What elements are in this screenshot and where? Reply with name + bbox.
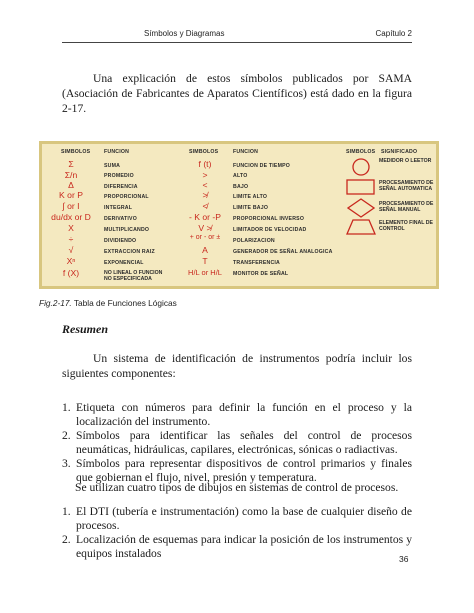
symbol-high: > xyxy=(202,170,208,180)
symbol-low: < xyxy=(202,180,208,190)
functions-table-figure xyxy=(39,141,439,289)
list-item xyxy=(62,505,412,533)
list-text: Símbolos para representar dispositivos de control primarios y finales que gobiernan el flujo, nivel, presión y temperatura. xyxy=(76,457,412,484)
section-heading: Resumen xyxy=(62,322,109,336)
symbol-velocity-limiter: V ≯ xyxy=(198,223,212,233)
symbol-derivative: du/dx or D xyxy=(51,212,91,222)
function-label: INTEGRAL xyxy=(104,205,133,211)
diamond-icon xyxy=(347,198,375,218)
meaning-label: PROCESAMIENTO DE SEÑAL AUTOMATICA xyxy=(379,180,434,192)
summary-paragraph: Un sistema de identificación de instrumentos podría incluir los siguientes componentes: xyxy=(62,352,412,380)
symbol-inverse-proportional: - K or -P xyxy=(189,212,221,222)
symbol-sum: Σ xyxy=(68,159,74,169)
drawings-list xyxy=(62,505,412,561)
function-label: DIFERENCIA xyxy=(104,184,138,190)
col-header-function-1: FUNCION xyxy=(104,149,130,155)
rectangle-icon xyxy=(345,177,377,197)
function-label: EXTRACCION RAIZ xyxy=(104,249,155,255)
symbol-multiply: X xyxy=(68,223,74,233)
list-text: El DTI (tubería e instrumentación) como la base de cualquier diseño de procesos. xyxy=(76,505,412,532)
list-item xyxy=(62,429,412,457)
symbol-root: √ xyxy=(68,245,74,255)
function-label: DERIVATIVO xyxy=(104,216,137,222)
symbol-bias: + or - or ± xyxy=(189,234,221,241)
col-header-symbols-3: SIMBOLOS xyxy=(346,149,376,155)
header-chapter: Capítulo 2 xyxy=(375,29,412,38)
list-number: 2. xyxy=(62,533,71,546)
symbol-average: Σ/n xyxy=(64,170,78,180)
table-body xyxy=(42,144,436,286)
function-label: FUNCION DE TIEMPO xyxy=(233,163,291,169)
list-item xyxy=(62,401,412,429)
symbol-time-function: f (t) xyxy=(198,159,212,169)
figure-label: Fig.2-17. xyxy=(39,298,72,308)
figure-caption xyxy=(39,298,177,308)
symbol-exponential: Xⁿ xyxy=(66,256,76,266)
meaning-label: ELEMENTO FINAL DE CONTROL xyxy=(379,220,433,232)
symbol-high-limit: ≯ xyxy=(202,190,208,200)
symbol-nonlinear: f (X) xyxy=(62,268,80,278)
function-label: MULTIPLICANDO xyxy=(104,227,150,233)
function-label: GENERADOR DE SEÑAL ANALOGICA xyxy=(233,249,333,255)
function-label: DIVIDIENDO xyxy=(104,238,137,244)
intro-paragraph: Una explicación de estos símbolos publicados por SAMA (Asociación de Fabricantes de Aparatos Científicos) está dado en la figura 2-17. xyxy=(62,72,412,115)
symbol-integral: ∫ or I xyxy=(62,201,80,211)
symbol-transfer: T xyxy=(202,256,208,266)
header-title: Símbolos y Diagramas xyxy=(144,29,225,38)
function-label: LIMITADOR DE VELOCIDAD xyxy=(233,227,307,233)
list-number: 2. xyxy=(62,429,71,442)
function-label: PROPORCIONAL INVERSO xyxy=(233,216,305,222)
meaning-label: PROCESAMIENTO DE SEÑAL MANUAL xyxy=(379,201,434,213)
function-label: POLARIZACION xyxy=(233,238,275,244)
list-number: 1. xyxy=(62,401,71,414)
drawings-paragraph: Se utilizan cuatro tipos de dibujos en sistemas de control de procesos. xyxy=(75,481,399,494)
list-text: Etiqueta con números para definir la función en el proceso y la localización del instrumento. xyxy=(76,401,412,428)
function-label: EXPONENCIAL xyxy=(104,260,144,266)
symbol-divide: ÷ xyxy=(68,234,74,244)
list-text: Símbolos para identificar las señales del control de procesos neumáticas, hidráulicas, capilares, electrónicas, sónicas o radiactivas. xyxy=(76,429,412,456)
list-item xyxy=(62,533,412,561)
col-header-function-2: FUNCION xyxy=(233,149,259,155)
function-label: LIMITE ALTO xyxy=(233,194,268,200)
running-header xyxy=(62,26,412,40)
function-label: ALTO xyxy=(233,173,248,179)
symbol-difference: Δ xyxy=(68,180,74,190)
header-rule xyxy=(62,42,412,43)
function-label: LIMITE BAJO xyxy=(233,205,269,211)
function-label: PROMEDIO xyxy=(104,173,134,179)
col-header-meaning: SIGNIFICADO xyxy=(381,149,418,155)
trapezoid-icon xyxy=(345,218,377,236)
function-label: TRANSFERENCIA xyxy=(233,260,280,266)
symbol-low-limit: ≮ xyxy=(202,201,208,211)
list-number: 3. xyxy=(62,457,71,470)
figure-caption-text: Tabla de Funciones Lógicas xyxy=(71,298,177,308)
symbol-analog-generator: A xyxy=(202,245,208,255)
list-text: Localización de esquemas para indicar la posición de los instrumentos y equipos instalados xyxy=(76,533,412,560)
col-header-symbols-2: SIMBOLOS xyxy=(189,149,219,155)
function-label: NO LINEAL O FUNCION NO ESPECIFICADA xyxy=(104,270,163,282)
function-label: MONITOR DE SEÑAL xyxy=(233,271,289,277)
circle-icon xyxy=(348,157,374,177)
page-number: 36 xyxy=(399,554,409,564)
list-number: 1. xyxy=(62,505,71,518)
function-label: PROPORCIONAL xyxy=(104,194,149,200)
col-header-symbols-1: SIMBOLOS xyxy=(61,149,91,155)
meaning-label: MEDIDOR O LEETOR xyxy=(379,158,432,164)
components-list xyxy=(62,401,412,485)
function-label: BAJO xyxy=(233,184,249,190)
symbol-signal-monitor: H/L or H/L xyxy=(188,268,222,277)
symbol-proportional: K or P xyxy=(59,190,83,200)
function-label: SUMA xyxy=(104,163,121,169)
